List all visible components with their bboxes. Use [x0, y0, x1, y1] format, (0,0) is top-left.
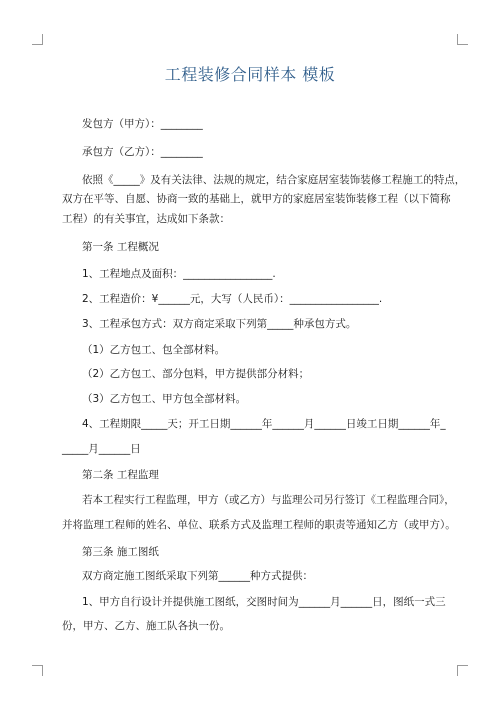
article-3-heading: 第三条 施工图纸	[82, 546, 159, 558]
preamble-line-3: 工程）的有关事宜，达成如下条款：	[62, 213, 230, 225]
crop-mark-bottom-left	[32, 665, 43, 676]
article-3-clause-1-line-2: 份，甲方、乙方、施工队各执一份。	[62, 620, 230, 632]
option-1: （1）乙方包工、包全部材料。	[82, 344, 226, 356]
preamble-line-1: 依照《_____》及有关法律、法规的规定，结合家庭居室装饰装修工程施工的特点，	[82, 174, 466, 186]
crop-mark-bottom-right	[457, 665, 468, 676]
article-3-clause-1-line-1: 1、甲方自行设计并提供施工图纸，交图时间为______月______日，图纸一式三	[82, 596, 446, 608]
clause-1-3: 3、工程承包方式：双方商定采取下列第_____种承包方式。	[82, 318, 357, 330]
clause-1-4-line-2: _____月______日	[62, 443, 141, 455]
article-2-heading: 第二条 工程监理	[82, 469, 159, 481]
crop-mark-top-right	[457, 34, 468, 45]
preamble-line-2: 双方在平等、自愿、协商一致的基础上，就甲方的家庭居室装饰装修工程（以下简称	[62, 193, 451, 205]
clause-1-4-line-1: 4、工程期限_____天；开工日期______年______月______日竣工日期______年_	[82, 418, 446, 430]
article-3-line-1: 双方商定施工图纸采取下列第______种方式提供：	[82, 570, 313, 582]
article-1-heading: 第一条 工程概况	[82, 241, 159, 253]
clause-1-1: 1、工程地点及面积：_________________.	[82, 268, 276, 280]
option-2: （2）乙方包工、部分包料，甲方提供部分材料；	[82, 368, 310, 380]
party-b-line: 承包方（乙方）：________	[82, 146, 203, 158]
option-3: （3）乙方包工、甲方包全部材料。	[82, 393, 247, 405]
crop-mark-top-left	[32, 34, 43, 45]
article-2-line-1: 若本工程实行工程监理，甲方（或乙方）与监理公司另行签订《工程监理合同》，	[82, 494, 455, 506]
clause-1-2: 2、工程造价：¥______元，大写（人民币）：_________________.	[82, 293, 383, 305]
document-title: 工程装修合同样本 模板	[164, 65, 336, 84]
party-a-line: 发包方（甲方）：________	[82, 118, 203, 130]
article-2-line-2: 并将监理工程师的姓名、单位、联系方式及监理工程师的职责等通知乙方（或甲方）。	[62, 519, 456, 531]
